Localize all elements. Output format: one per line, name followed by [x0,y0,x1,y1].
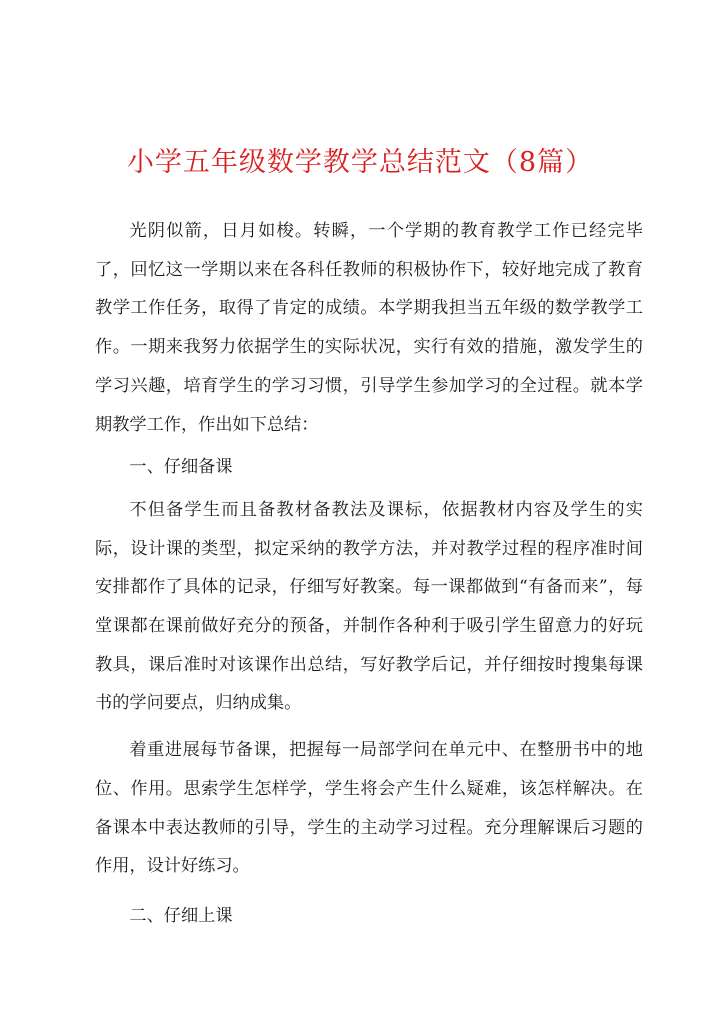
document-title: 小学五年级数学教学总结范文（8篇） [126,147,594,178]
paragraph-lesson-planning: 着重进展每节备课，把握每一局部学问在单元中、在整册书中的地位、作用。思索学生怎样学，学生将会产生什么疑难，该怎样解决。在备课本中表达教师的引导，学生的主动学习过程。充分理解课后习题的作用，设计好练习。 [95,740,643,877]
paragraph-intro: 光阴似箭，日月如梭。转瞬，一个学期的教育教学工作已经完毕了，回忆这一学期以来在各科任教师的积极协作下，较好地完成了教育教学工作任务，取得了肯定的成绩。本学期我担当五年级的数学教学工作。一期来我努力依据学生的实际状况，实行有效的措施，激发学生的学习兴趣，培育学生的学习习惯，引导学生参加学习的全过程。就本学期教学工作，作出如下总结： [95,221,643,435]
paragraph-preparation: 不但备学生而且备教材备教法及课标，依据教材内容及学生的实际，设计课的类型，拟定采纳的教学方法，并对教学过程的程序准时间安排都作了具体的记录，仔细写好教案。每一课都做到“有备而来”，每堂课都在课前做好充分的预备，并制作各种利于吸引学生留意力的好玩教具，课后准时对该课作出总结，写好教学后记，并仔细按时搜集每课书的学问要点，归纳成集。 [95,499,643,714]
section-heading-preparation: 一、仔细备课 [129,457,233,478]
section-heading-teaching: 二、仔细上课 [129,905,233,926]
document-body [95,212,643,936]
